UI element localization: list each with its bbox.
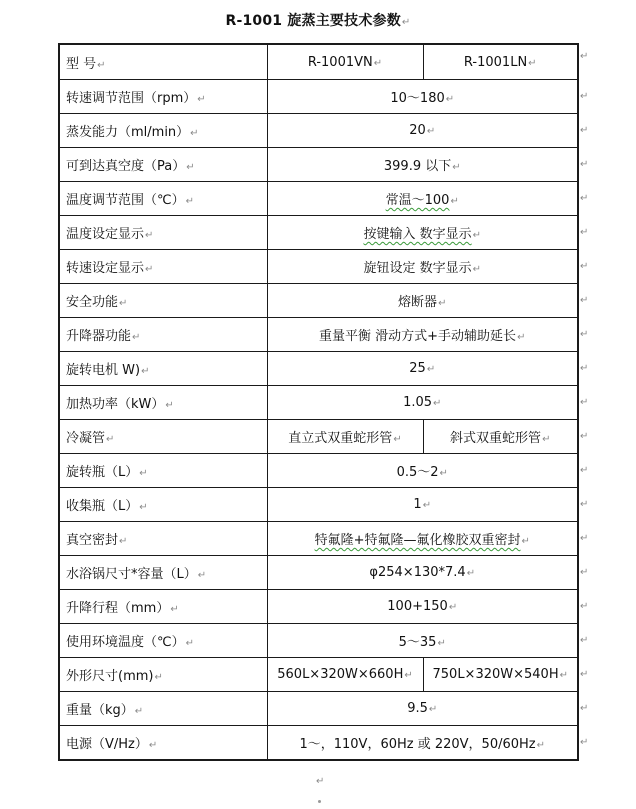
table-row [59,692,578,726]
table-row [59,216,578,250]
cell-mark-icon: ↵ [132,332,141,343]
row-end-mark-icon: ↵ [580,669,589,680]
paragraph-mark-icon: ↵ [401,17,411,28]
table-row [59,420,578,454]
row-end-mark-icon: ↵ [580,91,589,102]
param-label: 升降器功能 [66,329,132,344]
param-label-cell [59,522,267,556]
param-value: 特氟隆+特氟隆—氟化橡胶双重密封 [314,533,521,548]
param-label: 蒸发能力（ml/min） [66,125,190,140]
param-value: 0.5～2 [396,465,439,480]
param-value-cell [267,80,578,114]
cell-mark-icon: ↵ [472,230,482,241]
cell-mark-icon: ↵ [528,57,537,69]
cell-mark-icon: ↵ [438,298,447,309]
table-row [59,488,578,522]
cell-mark-icon: ↵ [185,196,194,207]
cell-mark-icon: ↵ [197,94,206,105]
row-end-mark-icon: ↵ [580,51,589,62]
cell-mark-icon: ↵ [145,230,154,241]
cell-mark-icon: ↵ [448,602,458,613]
param-value: 1 [413,497,422,512]
param-label-cell [59,182,267,216]
row-end-mark-icon: ↵ [580,499,589,510]
cell-mark-icon: ↵ [148,740,158,751]
table-row [59,522,578,556]
param-value-cell [267,386,578,420]
row-end-mark-icon: ↵ [580,567,589,578]
param-label: 加热功率（kW） [66,397,165,412]
table-row [59,624,578,658]
cell-mark-icon: ↵ [450,196,459,207]
row-end-mark-icon: ↵ [580,703,589,714]
param-value: 重量平衡 滑动方式+手动辅助延长 [319,329,517,344]
table-row [59,590,578,624]
param-label-cell [59,556,267,590]
param-value-cell [267,488,578,522]
cell-mark-icon: ↵ [119,298,128,309]
cell-mark-icon: ↵ [393,434,402,445]
cell-mark-icon: ↵ [521,536,530,547]
cell-mark-icon: ↵ [536,740,546,751]
param-label-cell [59,80,267,114]
paragraph-mark-icon: ↵ [316,776,325,787]
param-label: 转速设定显示 [66,261,145,276]
table-row [59,80,578,114]
cell-mark-icon: ↵ [559,670,568,681]
cell-mark-icon: ↵ [185,638,194,649]
param-value-cell [267,726,578,761]
cell-mark-icon: ↵ [422,500,432,511]
param-value: R-1001LN [463,54,528,70]
param-label-cell [59,488,267,522]
table-row [59,44,578,80]
cell-mark-icon: ↵ [165,400,174,411]
param-value: 斜式双重蛇形管 [450,431,542,446]
cell-mark-icon: ↵ [404,670,413,681]
param-label-cell [59,216,267,250]
param-label-cell [59,250,267,284]
cell-mark-icon: ↵ [190,128,199,139]
param-value: 5～35 [398,635,437,650]
param-value-cell [267,182,578,216]
param-value-cell [423,658,578,692]
cell-mark-icon: ↵ [97,59,106,71]
cell-mark-icon: ↵ [426,364,436,375]
param-label-cell [59,148,267,182]
table-row [59,386,578,420]
param-value: 20 [409,123,426,138]
cell-mark-icon: ↵ [145,264,154,275]
table-row [59,352,578,386]
param-label: 外形尺寸(mm) [66,669,154,684]
table-row [59,454,578,488]
param-label-cell [59,590,267,624]
cell-mark-icon: ↵ [517,332,526,343]
table-row [59,658,578,692]
row-end-mark-icon: ↵ [580,261,589,272]
param-label: 升降行程（mm） [66,601,170,616]
param-value: 旋钮设定 数字显示 [363,261,472,276]
param-label-cell [59,284,267,318]
param-value-cell [267,692,578,726]
document-title [0,10,636,30]
param-value-cell [267,250,578,284]
param-value: 1.05 [403,395,433,410]
row-end-mark-icon: ↵ [580,295,589,306]
row-end-mark-icon: ↵ [580,329,589,340]
row-end-mark-icon: ↵ [580,601,589,612]
cell-mark-icon: ↵ [106,434,115,445]
param-value: 9.5 [407,701,428,716]
param-label-cell [59,726,267,761]
cell-mark-icon: ↵ [426,126,436,137]
param-value-cell [267,556,578,590]
param-label-cell [59,114,267,148]
param-value-cell [267,352,578,386]
row-end-mark-icon: ↵ [580,465,589,476]
param-label: 温度调节范围（℃） [66,193,185,208]
cell-mark-icon: ↵ [445,94,455,105]
cell-mark-icon: ↵ [466,568,476,579]
param-value-cell [267,522,578,556]
param-value-cell [267,454,578,488]
param-value-cell [423,420,578,454]
cell-mark-icon: ↵ [186,162,195,173]
cell-mark-icon: ↵ [433,398,442,409]
param-value: 25 [409,361,426,376]
param-label-cell [59,386,267,420]
param-label-cell [59,352,267,386]
cell-mark-icon: ↵ [197,570,207,581]
param-label-cell [59,420,267,454]
param-value-cell [267,658,423,692]
param-label: 安全功能 [66,295,119,310]
param-value: 直立式双重蛇形管 [288,431,393,446]
param-value: 1～，110V，60Hz 或 220V，50/60Hz [299,737,536,752]
cell-mark-icon: ↵ [119,536,128,547]
row-end-mark-icon: ↵ [580,635,589,646]
param-value-cell [267,148,578,182]
param-label: 转速调节范围（rpm） [66,91,197,106]
param-value: 100+150 [387,599,448,614]
param-label: 可到达真空度（Pa） [66,159,186,174]
param-label-cell [59,44,267,80]
param-label: 收集瓶（L） [66,499,139,514]
table-row [59,148,578,182]
param-value: 熔断器 [398,295,438,310]
param-value: 560L×320W×660H [277,667,404,682]
cell-mark-icon: ↵ [170,604,179,615]
param-value-cell [267,44,423,80]
param-label: 温度设定显示 [66,227,145,242]
param-value-cell [267,590,578,624]
param-label-cell [59,692,267,726]
table-row [59,318,578,352]
cell-mark-icon: ↵ [154,672,163,683]
param-value: R-1001VN [307,54,373,70]
param-label-cell [59,318,267,352]
row-end-mark-icon: ↵ [580,397,589,408]
table-row [59,250,578,284]
param-value: 10～180 [390,91,445,106]
param-value: φ254×130*7.4 [369,565,466,580]
row-end-mark-icon: ↵ [580,159,589,170]
param-value-cell [423,44,578,80]
param-label-cell [59,454,267,488]
cell-mark-icon: ↵ [437,638,446,649]
param-label: 冷凝管 [66,431,106,446]
param-value: 399.9 以下 [383,159,452,174]
param-value-cell [267,318,578,352]
param-value-cell [267,624,578,658]
param-value-cell [267,420,423,454]
row-end-mark-icon: ↵ [580,737,589,748]
param-label-cell [59,658,267,692]
cell-mark-icon: ↵ [439,468,448,479]
spec-table [58,43,579,761]
cell-mark-icon: ↵ [134,706,144,717]
cell-mark-icon: ↵ [373,57,383,69]
cell-mark-icon: ↵ [141,366,150,377]
cell-mark-icon: ↵ [542,434,551,445]
cell-mark-icon: ↵ [452,162,461,173]
table-row [59,726,578,761]
param-label: 重量（kg） [66,703,134,718]
table-row [59,114,578,148]
cell-mark-icon: ↵ [139,502,148,513]
document-title-text: R-1001 旋蒸主要技术参数 [225,13,401,29]
table-row [59,284,578,318]
param-value: 常温～100 [385,193,450,208]
cell-mark-icon: ↵ [428,704,438,715]
param-value-cell [267,284,578,318]
param-label: 型 号 [66,56,97,72]
row-end-mark-icon: ↵ [580,227,589,238]
row-end-mark-icon: ↵ [580,193,589,204]
param-label: 水浴锅尺寸*容量（L） [66,567,197,582]
row-end-mark-icon: ↵ [580,125,589,136]
cell-mark-icon: ↵ [472,264,482,275]
row-end-mark-icon: ↵ [580,431,589,442]
param-value-cell [267,114,578,148]
param-value: 750L×320W×540H [432,667,559,682]
param-label: 旋转瓶（L） [66,465,139,480]
param-label: 电源（V/Hz） [66,737,148,752]
param-label: 旋转电机 W) [66,363,141,378]
cell-mark-icon: ↵ [139,468,148,479]
table-row [59,182,578,216]
row-end-mark-icon: ↵ [580,363,589,374]
row-end-mark-icon: ↵ [580,533,589,544]
param-value-cell [267,216,578,250]
param-label: 使用环境温度（℃） [66,635,185,650]
param-label: 真空密封 [66,533,119,548]
table-row [59,556,578,590]
param-label-cell [59,624,267,658]
param-value: 按键输入 数字显示 [363,227,472,242]
dot-mark [318,800,321,803]
